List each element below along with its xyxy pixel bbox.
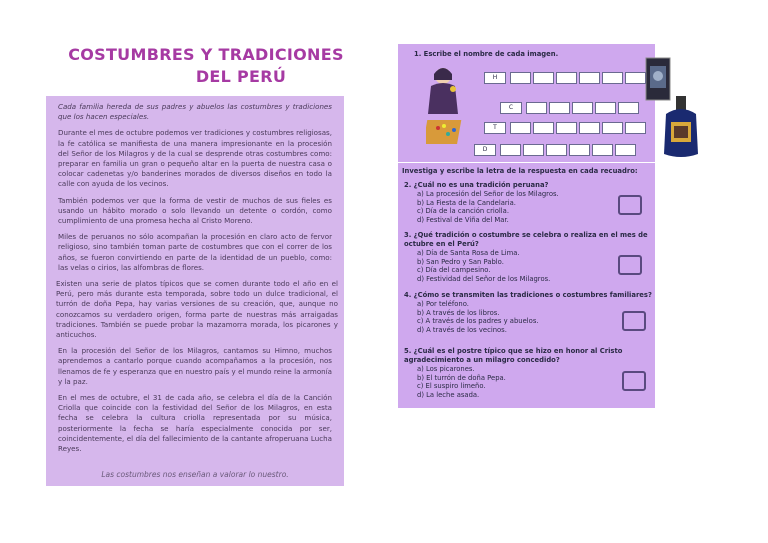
letter-cell[interactable] (533, 72, 554, 84)
letter-cell[interactable] (526, 102, 547, 114)
reading-paragraph: Miles de peruanos no sólo acompañan la procesión en claro acto de fervor religioso, sino también toman parte de costumbres que con el correr de los años, se fueron convirtiendo en parte de la identidad de un pueblo, como: las velas o cirios, las alfombras de flores. (58, 232, 332, 272)
question-text: 4. ¿Cómo se transmiten las tradiciones o costumbres familiares? (404, 291, 652, 299)
letter-cell[interactable] (523, 144, 544, 156)
saint-rose-image (426, 64, 462, 114)
question-3 (404, 231, 649, 283)
letter-cell[interactable] (510, 122, 531, 134)
option: b) La Fiesta de la Candelaria. (417, 198, 516, 207)
letter-cell[interactable] (569, 144, 590, 156)
questions-panel-1 (398, 163, 655, 291)
question-text: 5. ¿Cuál es el postre típico que se hizo en honor al Cristo agradecimiento a un milagro concedido? (404, 347, 623, 364)
option: b) A través de los libros. (417, 308, 500, 317)
letter-cell[interactable] (602, 122, 623, 134)
option: c) Día de la canción criolla. (417, 207, 510, 216)
letter-cell[interactable] (556, 122, 577, 134)
row-letter: H (484, 72, 506, 84)
page-title (56, 44, 356, 88)
letter-cell[interactable] (533, 122, 554, 134)
option: b) San Pedro y San Pablo. (417, 257, 504, 266)
option: d) Festividad del Señor de los Milagros. (417, 274, 551, 283)
letter-cell[interactable] (579, 122, 600, 134)
exercise1-panel (398, 44, 655, 162)
title-line2: DEL PERÚ (195, 67, 287, 86)
question-5 (404, 347, 649, 399)
reading-paragraph: Existen una serie de platos típicos que se comen durante todo el año en el Perú, pero más durante esta temporada, sobre todo un dulce tradicional, el turrón de doña Pepa, hay varias versiones de su creación, que, aunque no conozcamos su verdadero origen, forma parte de nuestras más arraigadas tradiciones. También se puede probar la mazamorra morada, los picarones y anticuchos. (56, 279, 338, 340)
letter-cell[interactable] (500, 144, 521, 156)
reading-paragraph: En el mes de octubre, el 31 de cada año, se celebra el día de la Canción Criolla que coincide con la festividad del Señor de los Milagros, en esta fecha se celebra la cultura criolla representada por su música, posteriormente la fecha se haría especialmente conocida por ser, coincidentemente, el día del fallecimiento de la cantante afroperuana Lucha Reyes. (58, 393, 332, 454)
question-2 (404, 181, 614, 224)
reading-text-box (46, 96, 344, 486)
reading-paragraph: Cada familia hereda de sus padres y abuelos las costumbres y tradiciones que los hacen especiales. (58, 102, 332, 122)
reading-paragraph: También podemos ver que la forma de vestir de muchos de sus fieles es usando un hábito morado o solo llevando un detente o cordón, como cumplimiento de una promesa hecha al Cristo Moreno. (58, 195, 332, 226)
answer-box-3[interactable] (618, 255, 642, 275)
question-4 (404, 291, 654, 334)
letter-cell[interactable] (572, 102, 593, 114)
questions-panel-2 (398, 291, 655, 408)
answer-box-5[interactable] (622, 371, 646, 391)
option: d) A través de los vecinos. (417, 325, 507, 334)
letter-cell[interactable] (510, 72, 531, 84)
option: a) Por teléfono. (417, 300, 469, 308)
letter-cell[interactable] (618, 102, 639, 114)
instructions: Investiga y escribe la letra de la respuesta en cada recuadro: (402, 167, 638, 175)
letter-cell[interactable] (615, 144, 636, 156)
letter-cell[interactable] (625, 122, 646, 134)
row-letter: T (484, 122, 506, 134)
option: b) El turrón de doña Pepa. (417, 373, 506, 382)
letter-cell[interactable] (592, 144, 613, 156)
option: d) La leche asada. (417, 390, 480, 399)
option: a) La procesión del Señor de los Milagros. (417, 190, 559, 198)
word-row-2 (500, 102, 639, 114)
reading-footer: Las costumbres nos enseñan a valorar lo nuestro. (101, 469, 289, 479)
option: c) Día del campesino. (417, 266, 491, 275)
option: a) Los picarones. (417, 365, 475, 373)
row-letter: C (500, 102, 522, 114)
letter-cell[interactable] (602, 72, 623, 84)
row-letter: D (474, 144, 496, 156)
letter-cell[interactable] (595, 102, 616, 114)
letter-cell[interactable] (625, 72, 646, 84)
answer-box-4[interactable] (622, 311, 646, 331)
option: c) El suspiro limeño. (417, 382, 486, 391)
letter-cell[interactable] (549, 102, 570, 114)
title-line1: COSTUMBRES Y TRADICIONES (68, 45, 344, 64)
question-text: 2. ¿Cuál no es una tradición peruana? (404, 181, 549, 189)
reading-paragraph: Durante el mes de octubre podemos ver tradiciones y costumbres religiosas, la fe católica se manifiesta de una manera impresionante en la procesión del Señor de los Milagros y de la cual se desprende otras costumbres como: preparar en familia un gran o pequeño altar en la puerta de nuestra casa o colocar cadenetas y/o banderines morados de diversos diseños en todo la calle con ayuda de los vecinos. (58, 128, 332, 189)
question-text: 3. ¿Qué tradición o costumbre se celebra o realiza en el mes de octubre en el Perú? (404, 231, 648, 248)
word-row-1 (484, 72, 646, 84)
letter-cell[interactable] (579, 72, 600, 84)
turron-image (426, 116, 464, 146)
exercise1-title: 1. Escribe el nombre de cada imagen. (414, 50, 559, 58)
pisco-bottle-image (660, 96, 704, 158)
option: a) Día de Santa Rosa de Lima. (417, 249, 520, 257)
word-row-4 (474, 144, 636, 156)
letter-cell[interactable] (556, 72, 577, 84)
letter-cell[interactable] (546, 144, 567, 156)
word-row-3 (484, 122, 646, 134)
reading-paragraph: En la procesión del Señor de los Milagros, cantamos su Himno, muchos aprendemos a cantarlo porque cuando acompañamos a la procesión, nos llenamos de fe y esperanza que en nuestro país y el mundo reine la armonía y la paz. (58, 346, 332, 386)
option: d) Festival de Viña del Mar. (417, 215, 509, 224)
answer-box-2[interactable] (618, 195, 642, 215)
option: c) A través de los padres y abuelos. (417, 317, 539, 326)
